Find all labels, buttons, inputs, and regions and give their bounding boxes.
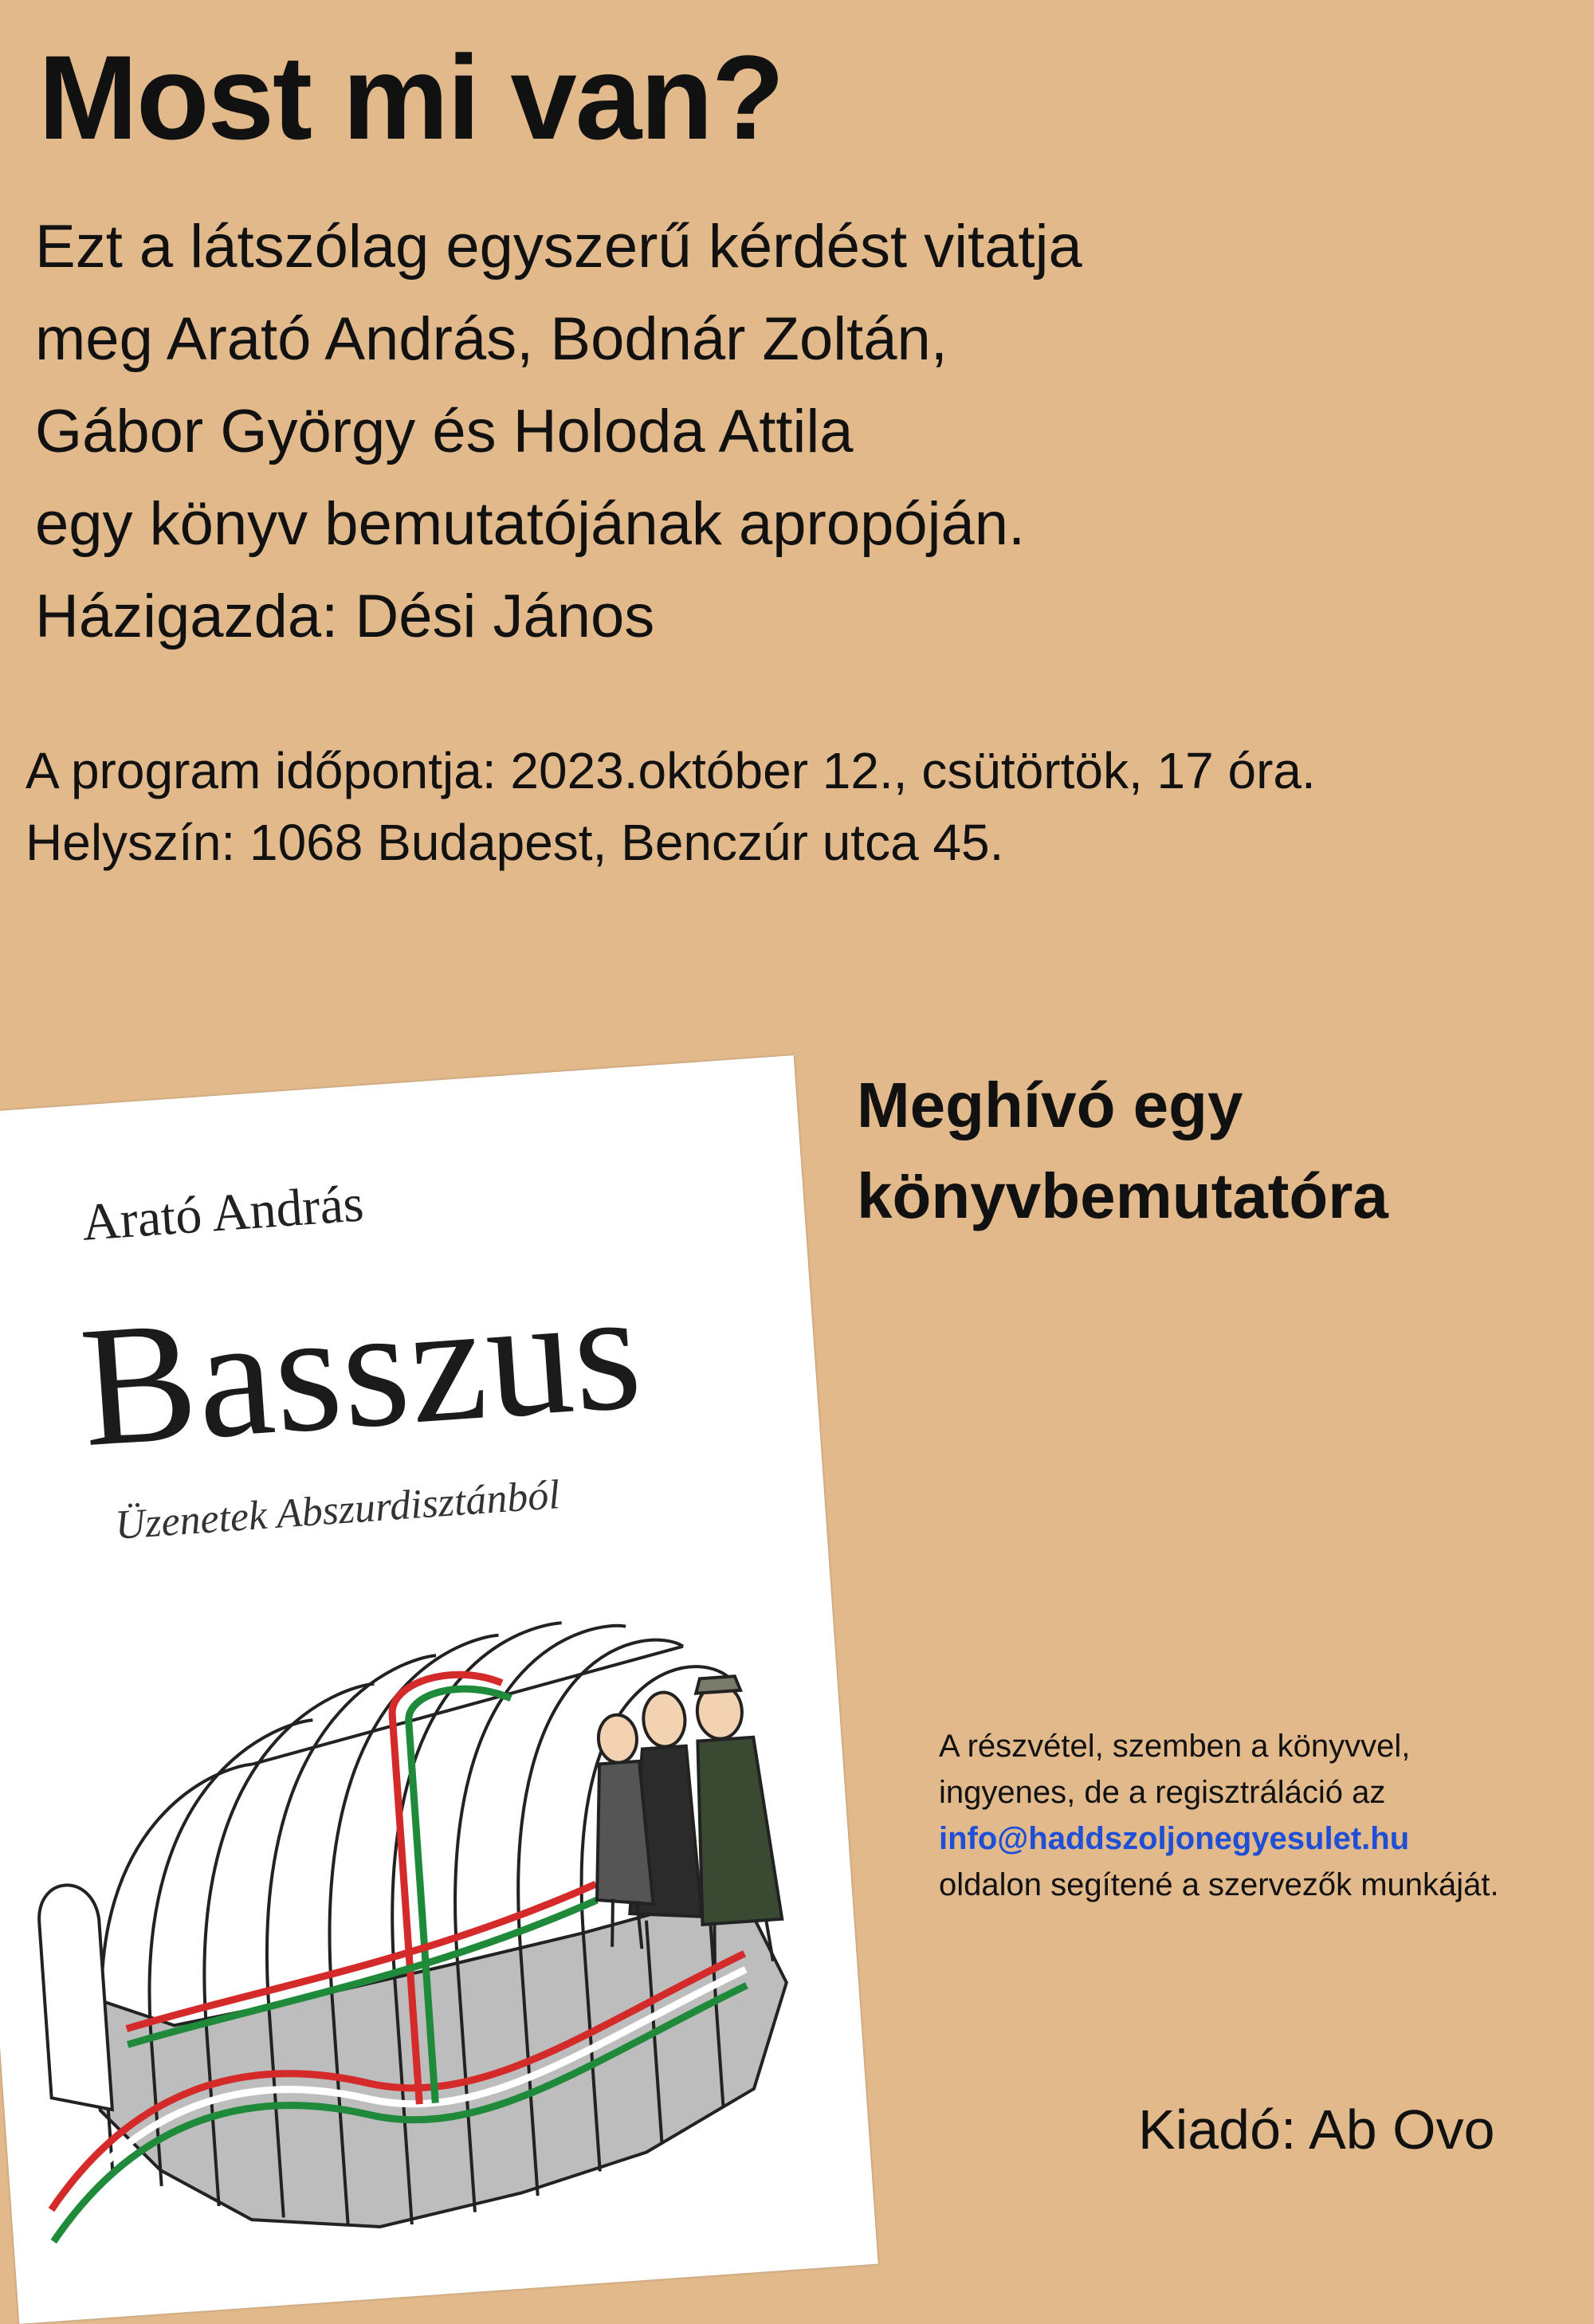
book-title: Basszus xyxy=(75,1253,648,1483)
contact-email-link[interactable]: info@haddszoljonegyesulet.hu xyxy=(939,1821,1410,1856)
intro-line: meg Arató András, Bodnár Zoltán, xyxy=(35,305,948,373)
note-line: oldalon segítené a szervezők munkáját. xyxy=(939,1867,1499,1902)
intro-line: Ezt a látszólag egyszerű kérdést vitatja xyxy=(35,213,1082,281)
program-time: A program időpontja: 2023.október 12., csütörtök, 17 óra. xyxy=(26,742,1316,799)
program-info xyxy=(26,735,1572,878)
publisher-label: Kiadó: Ab Ovo xyxy=(1138,2098,1495,2161)
participation-note xyxy=(939,1723,1576,1908)
program-location: Helyszín: 1068 Budapest, Benczúr utca 45. xyxy=(26,814,1004,871)
book-cover xyxy=(0,1055,878,2324)
book-author: Arató András xyxy=(80,1174,366,1252)
intro-line: egy könyv bemutatójának apropóján. xyxy=(35,490,1026,558)
book-subtitle: Üzenetek Abszurdisztánból xyxy=(113,1472,562,1549)
invitation-line: Meghívó egy xyxy=(857,1070,1243,1140)
intro-line: Gábor György és Holoda Attila xyxy=(35,398,854,465)
invitation-line: könyvbemutatóra xyxy=(857,1160,1388,1231)
poster-title: Most mi van? xyxy=(38,30,783,164)
cage-door xyxy=(37,1883,112,2114)
note-line: A részvétel, szemben a könyvvel, xyxy=(939,1729,1411,1764)
intro-text xyxy=(35,201,1390,663)
cover-illustration xyxy=(2,1566,843,2274)
invitation-heading xyxy=(857,1060,1558,1242)
host-line: Házigazda: Dési János xyxy=(35,583,655,650)
note-line: ingyenes, de a regisztráláció az xyxy=(939,1775,1386,1810)
